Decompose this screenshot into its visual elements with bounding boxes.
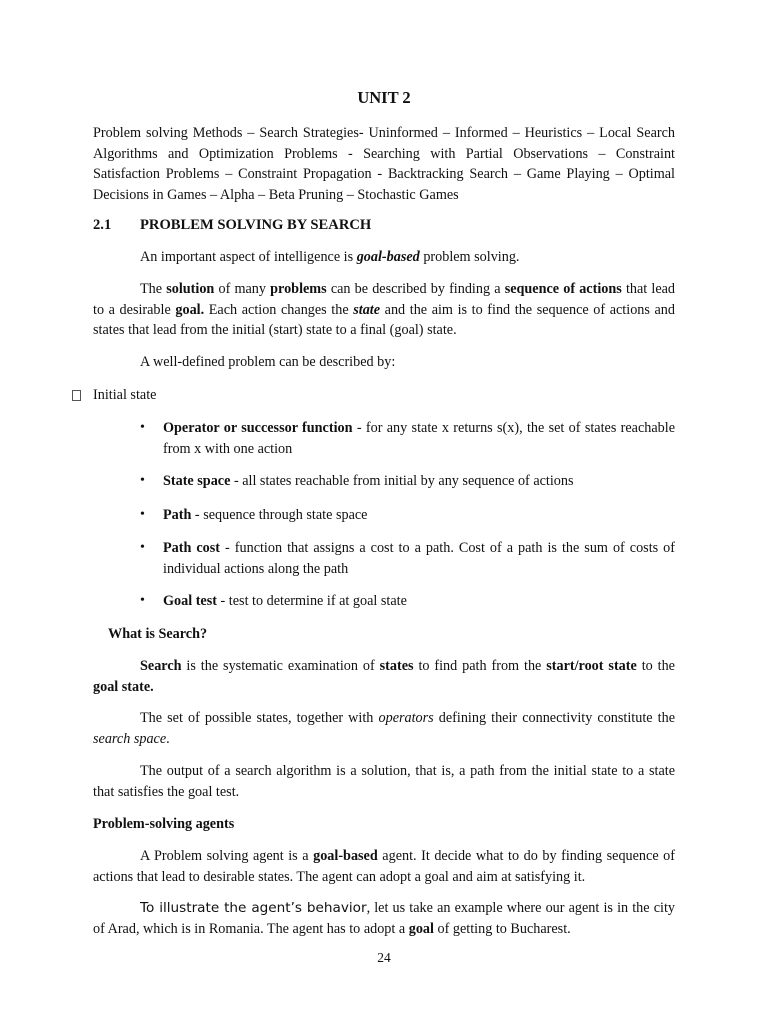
emphasis: solution [166, 281, 215, 297]
text: to the [636, 658, 675, 674]
text: defining their connectivity constitute the [433, 710, 675, 726]
emphasis: operators [378, 710, 434, 726]
bullet-item [140, 538, 675, 579]
paragraph-search-space [93, 708, 675, 749]
emphasis: goal state. [93, 678, 154, 695]
bullet-desc: - test to determine if at goal state [216, 593, 407, 609]
paragraph-goal-based [93, 247, 675, 268]
bullet-term: Operator or successor function [163, 420, 353, 436]
text: The [140, 281, 167, 297]
text: problem solving. [419, 249, 520, 265]
emphasis: states [379, 658, 414, 674]
bullet-dot-icon: • [140, 507, 145, 522]
bullet-desc: - function that assigns a cost to a path. Cost of a path is the sum of costs of individual actions along the path [163, 540, 675, 577]
bullet-term: Goal test [163, 593, 217, 609]
text: and the aim is to find the sequence of actions and states that lead from the initial (start) state to a final (goal) state. [93, 301, 675, 338]
text: . [166, 730, 170, 747]
bullet-item [140, 418, 675, 459]
bullet-term: Path [163, 507, 192, 523]
square-bullet-icon [72, 390, 81, 401]
bullet-dot-icon: • [140, 593, 145, 608]
bullet-desc: - all states reachable from initial by any sequence of actions [230, 473, 574, 489]
paragraph-output: The output of a search algorithm is a solution, that is, a path from the initial state to a state that satisfies the goal test. [93, 763, 675, 800]
emphasis: search space [93, 730, 167, 747]
initial-state-label: Initial state [93, 387, 157, 403]
section-heading [93, 215, 371, 236]
paragraph-agent [93, 846, 675, 887]
text: , let us take an example where our agent is in the city of Arad, which is in Romania. The agent has to adopt a [93, 900, 675, 937]
unit-topics: Problem solving Methods – Search Strategies- Uninformed – Informed – Heuristics – Local Search Algorithms and Optimization Problems - Searching with Partial Observations – Constraint Satisfaction Problems – Constraint Propagation - Backtracking Search – Game Playing – Optimal Decisions in Games – Alpha – Beta Pruning – Stochastic Games [93, 125, 675, 203]
emphasis: goal-based [356, 249, 420, 265]
problem-solving-agents-heading: Problem-solving agents [93, 816, 235, 832]
bullet-item [140, 505, 675, 526]
emphasis: state [353, 301, 381, 318]
unit-title: UNIT 2 [357, 88, 411, 107]
bullet-term: State space [163, 473, 231, 489]
emphasis: Search [140, 658, 182, 674]
text: The set of possible states, together with [140, 710, 379, 726]
section-number: 2.1 [93, 217, 112, 233]
text: Each action changes the [204, 301, 354, 318]
emphasis: goal-based [313, 848, 378, 864]
paragraph-illustrate [93, 898, 675, 939]
bullet-term: Path cost [163, 540, 221, 556]
emphasis: sequence of actions [504, 281, 622, 297]
text: An important aspect of intelligence is [140, 249, 357, 265]
text: of getting to Bucharest. [433, 920, 571, 937]
text: of many [214, 281, 271, 297]
emphasis: problems [270, 281, 327, 297]
page-number: 24 [377, 950, 391, 965]
bullet-item [140, 471, 675, 492]
text: is the systematic examination of [181, 658, 380, 674]
paragraph-solution [93, 279, 675, 341]
paragraph-search [93, 656, 675, 697]
paragraph-well-defined: A well-defined problem can be described by: [140, 354, 396, 370]
emphasis: start/root state [546, 658, 637, 674]
bullet-desc: - sequence through state space [191, 507, 368, 523]
bullet-dot-icon: • [140, 540, 145, 555]
emphasis: goal. [175, 301, 205, 318]
bullet-item [140, 591, 675, 612]
section-title: PROBLEM SOLVING BY SEARCH [140, 217, 372, 233]
text: that lead to a desirable [93, 281, 676, 318]
what-is-search-heading: What is Search? [108, 626, 208, 642]
bullet-dot-icon: • [140, 420, 145, 435]
text: A Problem solving agent is a [140, 848, 314, 864]
text: can be described by finding a [326, 281, 505, 297]
bullet-dot-icon: • [140, 473, 145, 488]
bullet-desc: - for any state x returns s(x), the set of states reachable from x with one action [163, 420, 676, 457]
text: agent. It decide what to do by finding sequence of actions that lead to desirable states. The agent can adopt a goal and aim at satisfying it. [93, 848, 675, 885]
text: To illustrate the agent’s behavior [140, 900, 367, 916]
text: to find path from the [413, 658, 547, 674]
emphasis: goal [408, 920, 434, 937]
initial-state-item [72, 385, 156, 406]
